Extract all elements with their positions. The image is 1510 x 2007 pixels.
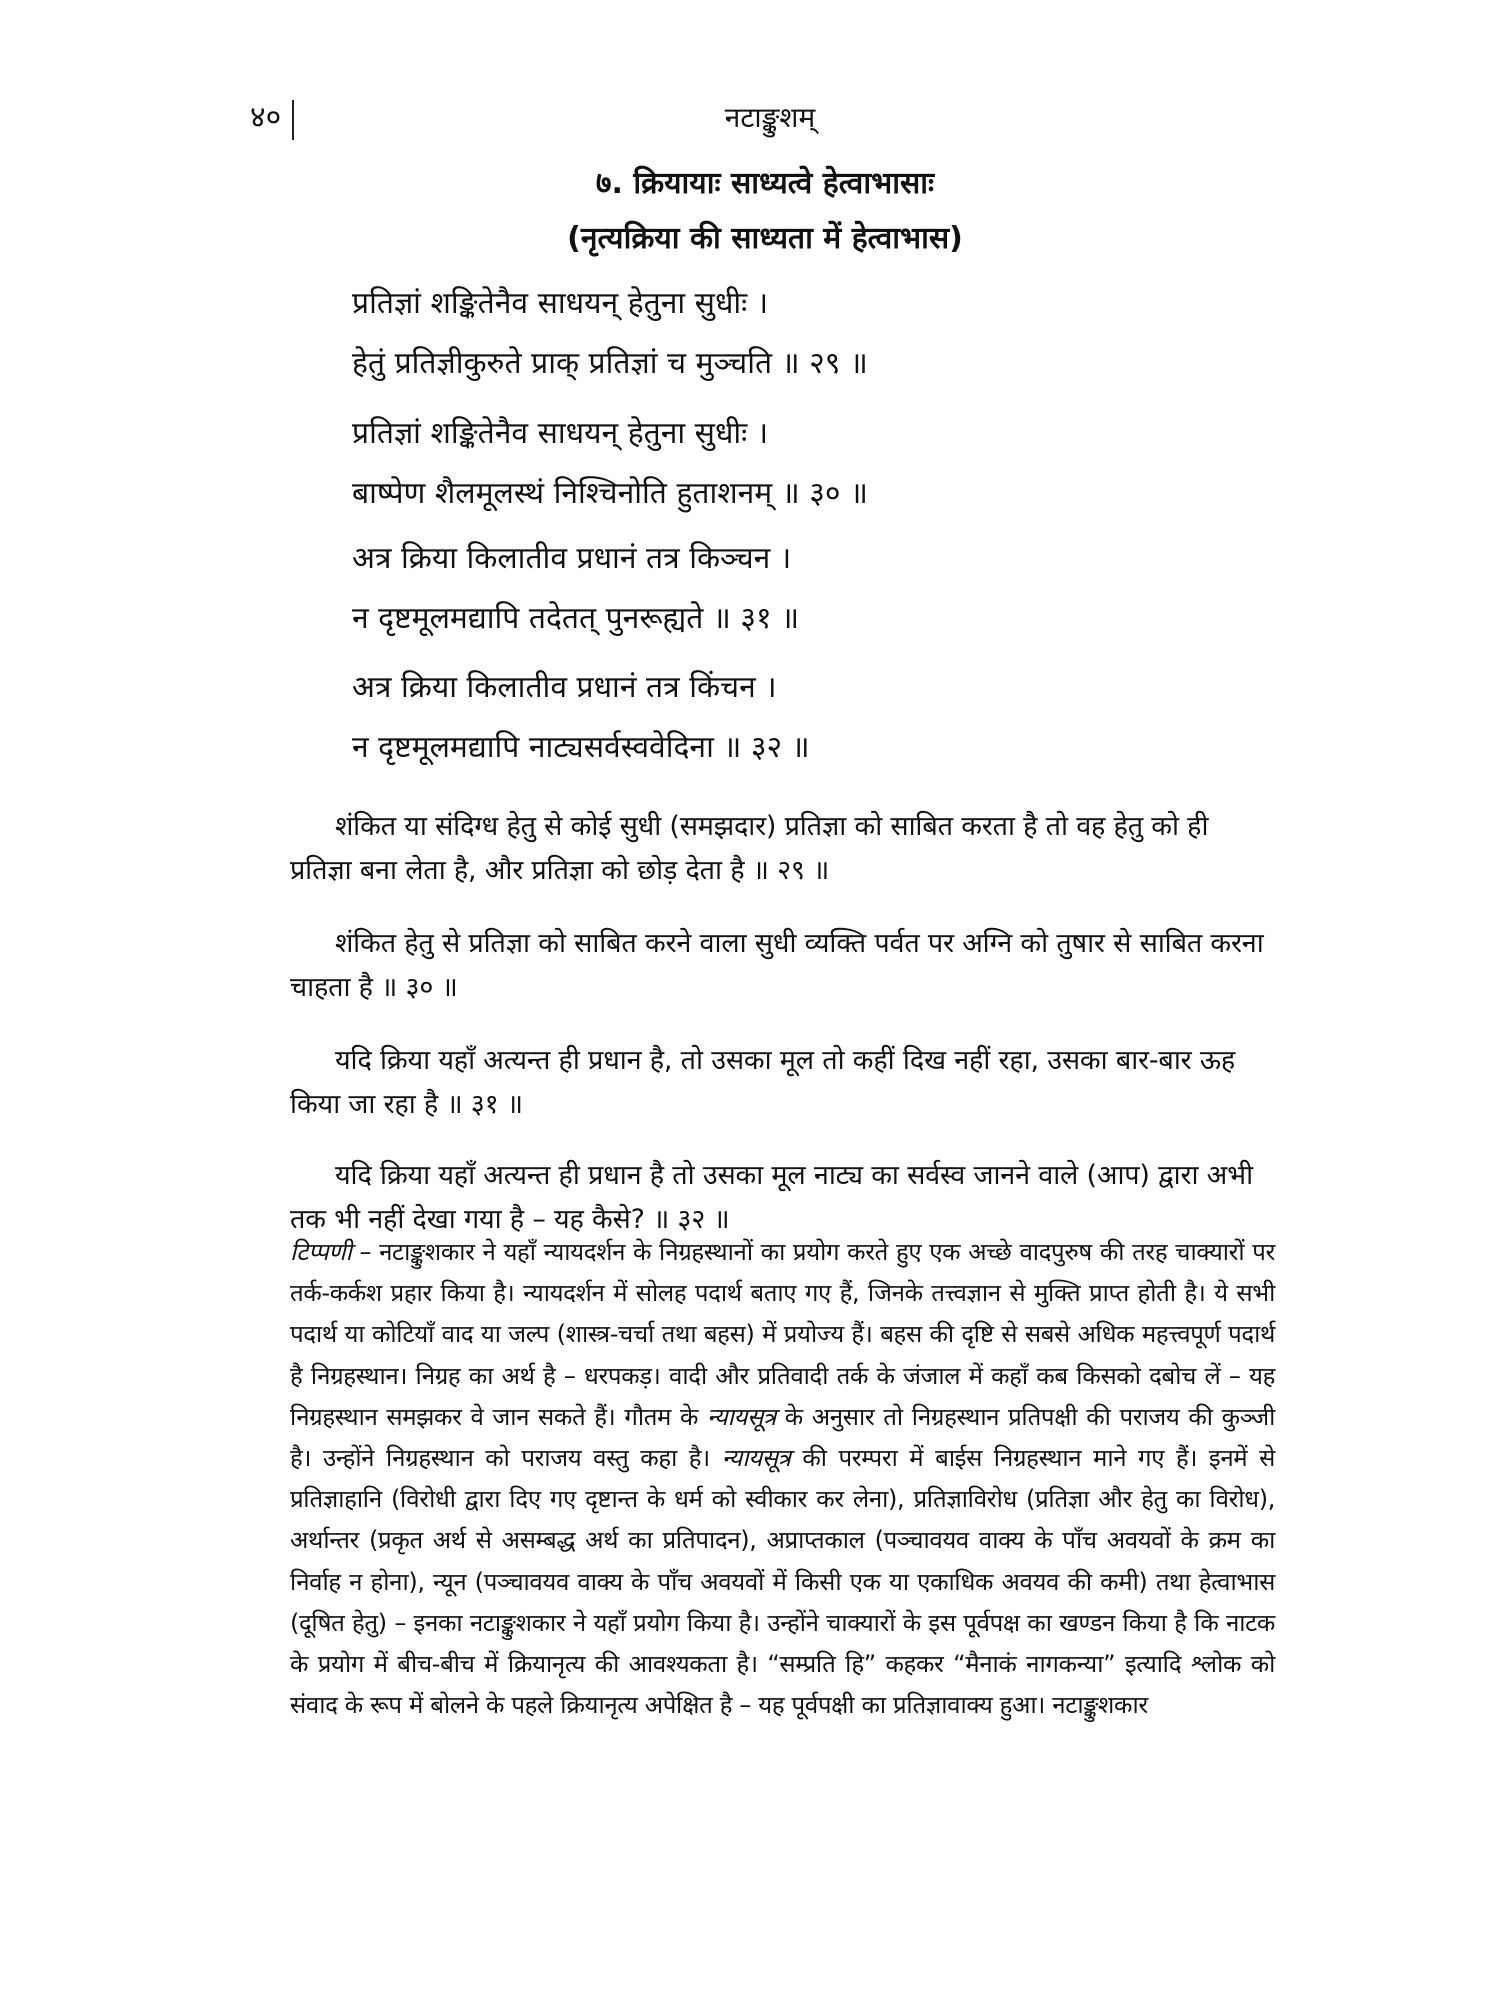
page-number-divider [292, 100, 294, 140]
translation-31: यदि क्रिया यहाँ अत्यन्त ही प्रधान है, तो उसका मूल तो कहीं दिख नहीं रहा, उसका बार-बार ऊह किया जा रहा है ॥ ३१ ॥ [290, 1045, 1235, 1120]
verse-line: अत्र क्रिया किलातीव प्रधानं तत्र किंचन । [352, 670, 777, 705]
translation-32: यदि क्रिया यहाँ अत्यन्त ही प्रधान है तो उसका मूल नाट्य का सर्वस्व जानने वाले (आप) द्वारा अभी तक भी नहीं देखा गया है – यह कैसे? ॥ ३२ ॥ [290, 1160, 1253, 1235]
verse-line: न दृष्टमूलमद्यापि नाट्यसर्वस्ववेदिना ॥ ३२ ॥ [352, 730, 810, 765]
verse-32 [352, 658, 1272, 778]
commentary-paragraph [290, 1232, 1275, 1726]
book-title: न्यायसूत्र [706, 1402, 776, 1431]
verse-line: हेतुं प्रतिज्ञीकुरुते प्राक् प्रतिज्ञां च मुञ्चति ॥ २९ ॥ [352, 346, 868, 381]
verse-29 [352, 274, 1272, 394]
translation-29: शंकित या संदिग्ध हेतु से कोई सुधी (समझदार) प्रतिज्ञा को साबित करता है तो वह हेतु को ही प्रतिज्ञा बना लेता है, और प्रतिज्ञा को छोड़ देता है ॥ २९ ॥ [290, 811, 1209, 886]
book-title: न्यायसूत्र [721, 1444, 791, 1473]
commentary-text: के अनुसार तो निग्रहस्थान प्रतिपक्षी की पराजय की कुञ्जी है। उन्होंने निग्रहस्थान को पराजय वस्तु कहा है। [290, 1402, 1276, 1473]
commentary-label: टिप्पणी [290, 1238, 352, 1266]
verse-line: बाष्पेण शैलमूलस्थं निश्चिनोति हुताशनम् ॥ ३० ॥ [352, 476, 868, 511]
verse-line: अत्र क्रिया किलातीव प्रधानं तत्र किञ्चन । [352, 541, 792, 576]
section-title-hindi: (नृत्यक्रिया की साध्यता में हेत्वाभास) [567, 221, 963, 256]
translation-30: शंकित हेतु से प्रतिज्ञा को साबित करने वाला सुधी व्यक्ति पर्वत पर अग्नि को तुषार से साबित करना चाहता है ॥ ३० ॥ [290, 928, 1264, 1003]
verse-line: न दृष्टमूलमद्यापि तदेतत् पुनरूह्यते ॥ ३१ ॥ [352, 601, 800, 636]
page-number: ४० [250, 100, 282, 135]
section-title-sanskrit: ७. क्रियायाः साध्यत्वे हेत्वाभासाः [595, 166, 935, 201]
verse-31 [352, 529, 1272, 649]
verse-line: प्रतिज्ञां शङ्कितेनैव साधयन् हेतुना सुधीः । [352, 416, 769, 451]
commentary-text: की परम्परा में बाईस निग्रहस्थान माने गए हैं। इनमें से प्रतिज्ञाहानि (विरोधी द्वारा दिए गए दृष्टान्त के धर्म को स्वीकार कर लेना), प्रतिज्ञाविरोध (प्रतिज्ञा और हेतु का विरोध), अर्थान्तर (प्रकृत अर्थ से असम्बद्ध अर्थ का प्रतिपादन), अप्राप्तकाल (पञ्चावयव वाक्य के पाँच अवयवों के क्रम का निर्वाह न होना), न्यून (पञ्चावयव वाक्य के पाँच अवयवों में किसी एक या एकाधिक अवयव की कमी) तथा हेत्वाभास (दूषित हेतु) – इनका नटाङ्कुशकार ने यहाँ प्रयोग किया है। उन्होंने चाक्यारों के इस पूर्वपक्ष का खण्डन किया है कि नाटक के प्रयोग में बीच-बीच में क्रियानृत्य की आवश्यकता है। “सम्प्रति हि” कहकर “मैनाकं नागकन्या” इत्यादि श्लोक को संवाद के रूप में बोलने के पहले क्रियानृत्य अपेक्षित है – यह पूर्वपक्षी का प्रतिज्ञावाक्य हुआ। नटाङ्कुशकार [290, 1444, 1275, 1720]
verse-30 [352, 404, 1272, 524]
verse-line: प्रतिज्ञां शङ्कितेनैव साधयन् हेतुना सुधीः । [352, 286, 769, 321]
commentary-text: – नटाङ्कुशकार ने यहाँ न्यायदर्शन के निग्रहस्थानों का प्रयोग करते हुए एक अच्छे वादपुरुष की तरह चाक्यारों पर तर्क-कर्कश प्रहार किया है। न्यायदर्शन में सोलह पदार्थ बताए गए हैं, जिनके तत्त्वज्ञान से मुक्ति प्राप्त होती है। ये सभी पदार्थ या कोटियाँ वाद या जल्प (शास्त्र-चर्चा तथा बहस) में प्रयोज्य हैं। बहस की दृष्टि से सबसे अधिक महत्त्वपूर्ण पदार्थ है निग्रहस्थान। निग्रह का अर्थ है – धरपकड़। वादी और प्रतिवादी तर्क के जंजाल में कहाँ कब किसको दबोच लें – यह निग्रहस्थान समझकर वे जान सकते हैं। गौतम के [290, 1238, 1275, 1431]
commentary-note [290, 1232, 1275, 1726]
running-head: नटाङ्कुशम् [724, 101, 816, 134]
